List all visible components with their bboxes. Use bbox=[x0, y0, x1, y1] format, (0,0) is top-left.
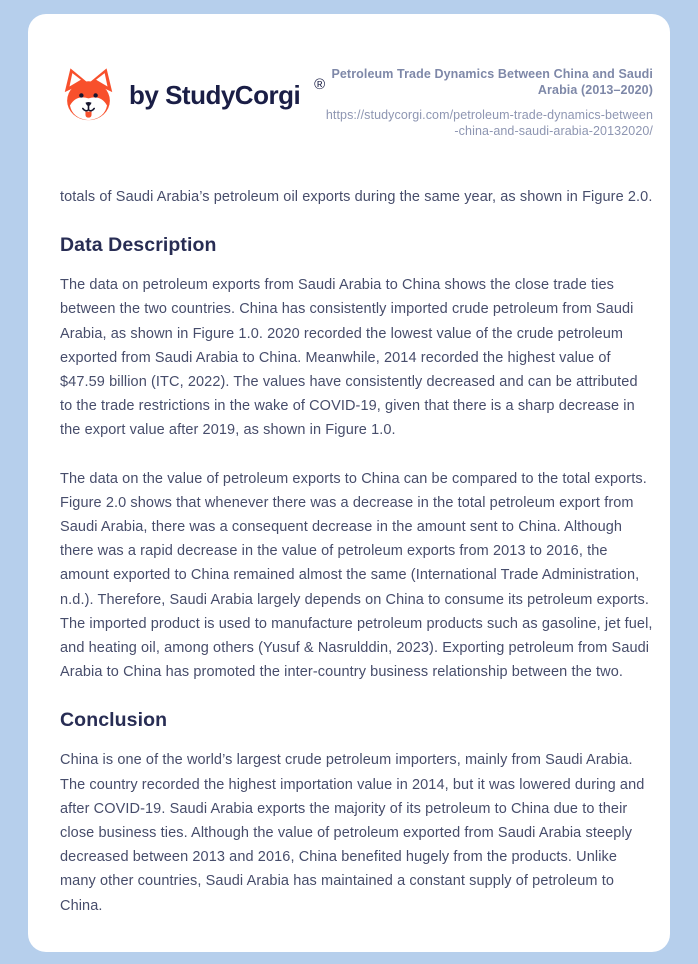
corgi-logo-icon bbox=[60, 66, 117, 124]
document-url-link[interactable]: https://studycorgi.com/petroleum-trade-dynamics-between-china-and-saudi-arabia-20132020/ bbox=[325, 108, 653, 138]
document-meta bbox=[325, 64, 653, 139]
article-body bbox=[60, 185, 653, 918]
header bbox=[60, 64, 653, 139]
intro-paragraph: totals of Saudi Arabia’s petroleum oil exports during the same year, as shown in Figure 2.0. bbox=[60, 189, 653, 205]
section-heading-data-description: Data Description bbox=[60, 234, 217, 257]
paragraph: The data on petroleum exports from Saudi Arabia to China shows the close trade ties between the two countries. China has consistently imported crude petroleum from Saudi Arabia, as shown in Figure 1.0. 2020 recorded the lowest value of the crude petroleum exported from Saudi Arabia to China. Meanwhile, 2014 recorded the highest value of $47.59 billion (ITC, 2022). The values have consistently decreased and can be attributed to the trade restrictions in the wake of COVID-19, given that there is a sharp decrease in the export value after 2019, as shown in Figure 1.0. bbox=[60, 277, 638, 439]
brand-name: by StudyCorgi bbox=[129, 79, 301, 110]
paragraph: The data on the value of petroleum exports to China can be compared to the total exports. Figure 2.0 shows that whenever there was a decrease in the total petroleum export from Saudi Arabia, there was a consequent decrease in the amount sent to China. Although there was a rapid decrease in the value of petroleum exports from 2013 to 2016, the amount exported to China remained almost the same (International Trade Administration, n.d.). Therefore, Saudi Arabia largely depends on China to consume its petroleum exports. The imported product is used to manufacture petroleum products such as gasoline, jet fuel, and heating oil, among others (Yusuf & Nasrulddin, 2023). Exporting petroleum from Saudi Arabia to China has promoted the inter-country business relationship between the two. bbox=[60, 470, 653, 681]
document-card bbox=[28, 14, 670, 952]
section-heading-conclusion: Conclusion bbox=[60, 709, 168, 732]
registered-trademark-mark: ® bbox=[314, 76, 326, 93]
brand bbox=[60, 64, 325, 124]
paragraph: China is one of the world’s largest crude petroleum importers, mainly from Saudi Arabia. The country recorded the highest importation value in 2014, but it was lowered during and after COVID-19. Saudi Arabia exports the majority of its petroleum to China due to their close business ties. Although the value of petroleum exported from Saudi Arabia steeply decreased between 2013 and 2016, China benefited hugely from the products. Unlike many other countries, Saudi Arabia has maintained a constant supply of petroleum to China. bbox=[60, 752, 645, 914]
document-title: Petroleum Trade Dynamics Between China and Saudi Arabia (2013–2020) bbox=[331, 67, 653, 97]
